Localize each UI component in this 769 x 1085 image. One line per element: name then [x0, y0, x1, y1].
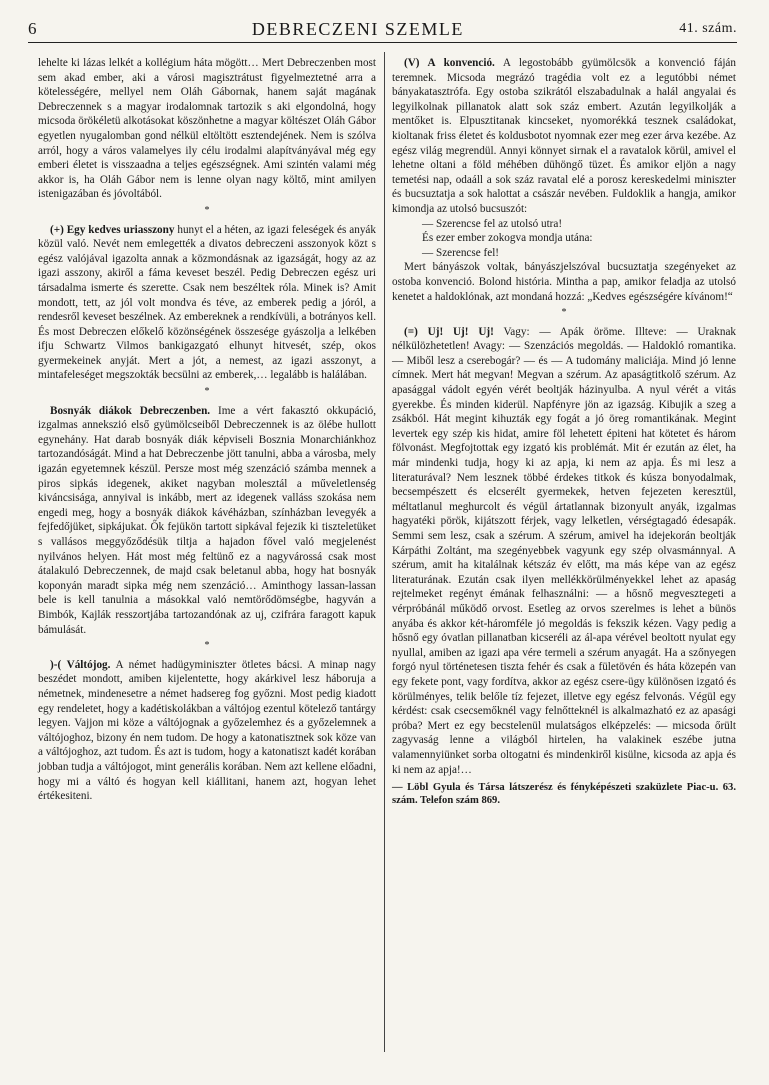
article-heading: (+) Egy kedves uriasszony [50, 223, 175, 236]
quote-line: — Szerencse fel az utolsó utra! [422, 217, 563, 230]
article-kedves-uriasszony [38, 223, 376, 384]
journal-title: DEBRECZENI SZEMLE [251, 18, 464, 39]
article-body: Ime a vért fakasztó okkupáció, izgalmas annekszió első gyümölcseiből Debreczennek is az ölébe hullott egynehány. Hat darab bosnyák diák képviseli Bosznia Monarchiánkhoz tartozandóságát. Mind a hat Debreczenbe jött tanulni, abba a városba, mely igazán egyetemnek készül. Persze most még szenzáció számba mennek a piros sipkás idegenek, akiket nagyban molesztál a műveletlenség kiváncsisága, annyival is inkább, mert az idegenek valláss szokása nem engedi meg, hogy a bosnyák diákok kávéházban, színházban levegyék a fejfedőjüket, sipkájukat. Ők fejükön tartott sipkával fejezik ki tiszteletüket s vallásos meggyőződésük tiltja a hajadon fővel való megjelenést nyilvános helyen. Hát most még feltünő ez a nagyvárossá csak most átalakuló Debreczennek, de majd csak beletanul abba, hogy hat bosnyák koponyán maradt sipka még nem szenzáció… Aminthogy lassan-lassan bele is kell tanulnia a másokkal való nemtörődömségbe, hagyván a Bimbók, Kajlák resszortjába tartozandónak az uj, czifrára faragott kapuk bámulását. [38, 404, 376, 636]
article-konvencio-end: Mert bányászok voltak, bányászjelszóval bucsuztatja szegényeket az ostoba konvenció. Bolond história. Mintha a pap, amikor feladja az utolsó kenetet a haldoklónak, azt mondaná hozzá: „Kedves egészségére kívánom!“ [392, 261, 736, 303]
left-column [38, 56, 376, 804]
advertisement-lobl: — Löbl Gyula és Társa látszerész és fényképészeti szaküzlete Piac-u. 63. szám. Telefon szám 869. [392, 782, 736, 807]
article-oalh-gabor-continuation: lehelte ki lázas lelkét a kollégium háta mögött… Mert Debreczenben most sem akad ember, aki a városi magisztrátust figyelmeztetné arra a kötelességére, mellyel nem Oláh Gábornak, hanem saját magának Debreczennek s a magyar irodalomnak tartozik s aki elgondolná, hogy micsoda örökéletü alkotásokat köszönhetne a magyar költészet Oláh Gábor egyetlen nyugalomban gond nélkül eltöltött esztendejének. Nem is szólva arról, hogy a város valamelyes ily célu irodalmi alapítványával még egy emberi életet is visszaadna a teljes egészségnek. Ami szintén valami még akkor is, ha Oláh Gábor nem is lenne olyan nagy költő, mint amilyen istenigazában és jóvoltából. [38, 57, 376, 201]
page-number: 6 [28, 19, 37, 38]
article-valtojog [38, 658, 376, 804]
article-konvencio [392, 56, 736, 217]
article-body: A legostobább gyümölcsök a konvenció fáján teremnek. Micsoda megrázó tragédia volt ez a legutóbbi német bányakatasztrófa. Egy ostoba szikrától elszabadulnak a halál angyalai és legyilkolnak pillanatok alatt sok száz embert. Azután legyilkolják a mentőket is. Elpusztitanak kincseket, nyomorékká tesznek családokat, kioltanak friss életet és koldusbotot nyomnak ezer meg ezer árva kezébe. Az egész világ megrendül. Annyi könnyet sirnak el a ravatalok körül, amivel el lehetne oltani a föld méhében dühöngő tüzet. És amikor eljön a nagy temetési nap, odaáll a sok száz ravatal elé a porosz kereskedelmi miniszter és bucsuztatja a sok halottat a császár nevében. Fuldoklik a hangja, amikor kimondja az utolsó bucsuszót: [392, 57, 736, 215]
section-separator: * [204, 640, 210, 652]
article-bosnyak-diakok [38, 404, 376, 638]
section-separator: * [561, 307, 567, 319]
section-separator: * [204, 204, 210, 216]
section-separator: * [204, 386, 210, 398]
article-heading: )-( Váltójog. [50, 658, 111, 671]
page-header [28, 16, 737, 43]
article-heading: (=) Uj! Uj! Uj! [404, 325, 494, 338]
issue-number: 41. szám. [679, 21, 737, 36]
quote-line: — Szerencse fel! [422, 246, 500, 259]
article-heading: Bosnyák diákok Debreczenben. [50, 404, 211, 417]
quote-line: És ezer ember zokogva mondja utána: [422, 232, 593, 245]
column-divider [384, 52, 385, 1052]
article-heading: (V) A konvenció. [404, 57, 495, 69]
right-column [392, 56, 736, 807]
article-uj-uj-uj [392, 325, 736, 777]
article-body: hunyt el a héten, az igazi feleségek és anyák közül való. Nevét nem emlegették a divatos debreczeni asszonyok közt s egész valójával igazolta annak a közmondásnak az igazságát, hogy az az igazi asszony, akiről a fáma keveset beszél. Pedig Debreczen egész uri társadalma ismerte és szerette. Csak nem beszéltek róla. Minek is? Amit mondott, tett, az jól volt mondva és téve, az emberek pedig a jóról, a rendesről keveset beszélnek. Az embereknek a rendkívüli, a botrányos kell. És most Debreczen előkelő közönségének összesége gyászolja a lelkében ifju Schwartz Vilmos bankigazgató elhunyt hitvesét, szép, okos gyermekeinek anyját. Mert a jót, a nemest, az igazi asszonyt, a mintafeleséget megszokták becsülni az emberek,… legalább is halálában. [38, 223, 376, 382]
article-body: Vagy: — Apák öröme. Illteve: — Uraknak nélkülözhetetlen! Avagy: — Szenzációs megoldás. — Haldokló romantika. — Miből lesz a cserebogár? — és — A tudomány maliciája. Mind jó lenne címnek. Mert hát megvan! Megvan a szérum. Az apaságtitkolő szérum. Az apasággal vádolt egyén vérét beoltják házinyulba. A nyul vérét a vitás gyerekbe. És minden kiderül. Napfényre jön az igazság. Kibujik a szeg a zsákból. Hát megint kihuzták egy fogát a jó öreg romantikának. Megint levertek egy szép kis hidat, amire föl lehetett épiteni hat kötetet és három fölvonást. Megfojtottak egy izgató kis problémát. Mit ér ezután az élet, ha már mindenki tudja, hogy ki az apja, ki nem az apja. És mi lesz a literaturával? Nem lesznek többé érdekes titkok és kúsza bonyodalmak, becsempészett és elcserélt gyermekek, hetven fejezeten keresztül, méltatlanul meghurcolt és végül ártatlannak bizonyult anyák, izgalmas hagyatéki pörök, kijátszott férjek, vagy lelketlen, vérségtagadó édesapák. Semmi sem lesz, csak a szérum. A szérum, amivel ha idejekorán beoltják Kárpáthi Zoltánt, ma szegényebbek vagyunk egy szép olvasmánnyal. A szérum, amit ha kitalálnak kétszáz év előtt, ma más képe van az egész literaturának. Ezután csak ilyen mellékkörülményekkel lehet az apaság rejtelmeket regényt émának felhasználni: — a hősnő megvesztegeti a vérpróbánál működő orvost. Esetleg az orvos szerelmes is lehet a bünös anyába és akkor két-háromféle jó megoldás is fekszik kézen. Vagy pedig a hősnő egy óvatlan pillanatban kicseréli az ál-apa vérével beoltott nyulat egy nyullal, amiben az igazi apa vére termeli a szérum anyagát. Ha a szőnyegen forgó nyul történetesen tiszta fehér és csak a fületövén és háta közepén van egy fekete pont, vagy fordítva, akkor az egész csere-ügy különösen izgató és körülményes, telik belőle tíz fejezet, illetve egy egész felvonás. Végül egy kérdést: csak csecsemőknél vagy felnőtteknél is alkalmazható ez az apasági próba? Mert ez egy becstelenül mulatságos elképzelés: — micsoda őrült zagyvaság lenne a világból hirtelen, ha valakinek eszébe jutna valamennyiünket sorba oltogatni és mindenkiről kisülne, kicsoda az apja és ki nem az apja!… [392, 325, 736, 776]
article-body: A német hadügyminiszter ötletes bácsi. A minap nagy beszédet mondott, amiben kijelentette, hogy akárkivel lesz háboruja a németnek, mindenesetre a német hadsereg fog győzni. Most pedig kiadott egy rendeletet, hogy a kadétiskolákban a váltójog ezentul kötelező tantárgy legyen. Vajjon mi köze a váltójognak a győzelemhez és a győzelemnek a váltójoghoz, bizony én nem tudom. De hogy a katonatisztnek sok köze van a váltójoghoz, azt tudom. És azt is tudom, hogy a katonatiszt kadét korában jobban tudja a váltójogot, mint generális korában. Nem azt kellene előadni, hogy mi a váltó és hogyan kell kiállitani, hanem azt, hogyan lehet értékesiteni. [38, 658, 376, 803]
